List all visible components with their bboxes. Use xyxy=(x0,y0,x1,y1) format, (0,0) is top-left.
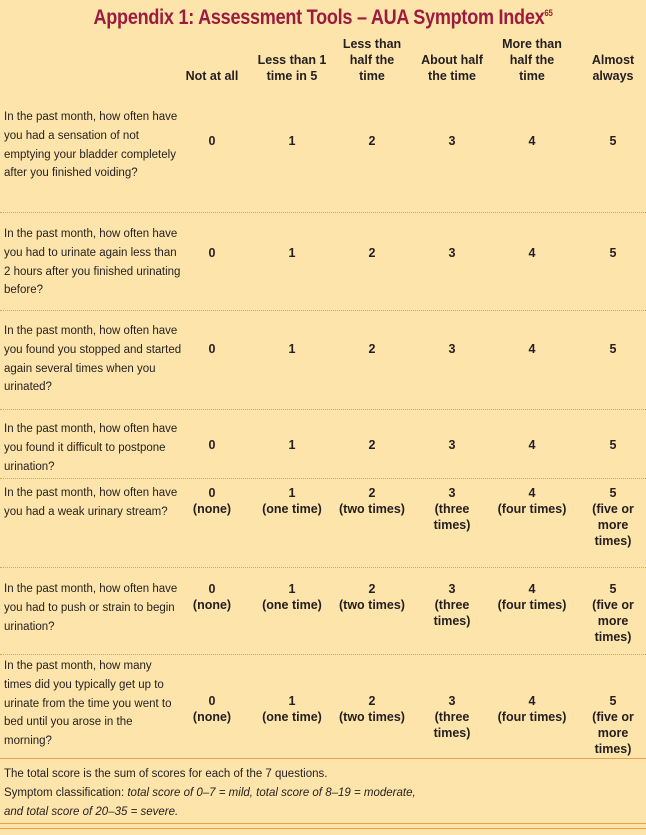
footer-classification-end: and total score of 20–35 = severe. xyxy=(4,805,179,818)
column-header-label: Almost always xyxy=(591,53,635,83)
score-cell: 2 xyxy=(368,342,376,356)
column-header xyxy=(332,36,412,92)
score-cell: 5 xyxy=(609,342,617,356)
score-cell: 4 xyxy=(528,134,536,148)
column-header-label: About half the time xyxy=(421,53,483,83)
score-cell: 5 (five or more times) xyxy=(592,582,634,644)
score-cell: 5 xyxy=(609,134,617,148)
score-cell: 4 (four times) xyxy=(497,582,567,612)
question-text: In the past month, how often have you found it difficult to postpone urination? xyxy=(4,423,178,473)
score-cell: 1 xyxy=(288,342,296,356)
score-cell: 2 (two times) xyxy=(339,582,405,612)
score-cell: 5 xyxy=(609,246,617,260)
score-cell: 3 xyxy=(448,342,456,356)
score-cell: 5 (five or more times) xyxy=(592,486,634,548)
row-divider xyxy=(0,478,646,479)
score-cell: 4 (four times) xyxy=(497,486,567,516)
question-text: In the past month, how often have you had to push or strain to begin urination? xyxy=(4,583,178,633)
footer-line-2 xyxy=(4,784,604,803)
score-cell: 4 (four times) xyxy=(497,694,567,724)
score-cell: 2 (two times) xyxy=(339,694,405,724)
score-cell: 5 (five or more times) xyxy=(592,694,634,756)
footer-prefix: Symptom classification: xyxy=(4,786,128,799)
column-header xyxy=(492,36,572,92)
question-text: In the past month, how often have you had a sensation of not emptying your bladder completely after you finished voiding? xyxy=(4,111,178,180)
score-cell: 3 xyxy=(448,246,456,260)
score-cell: 1 xyxy=(288,134,296,148)
score-cell: 1 (one time) xyxy=(262,694,322,724)
footer-classification: total score of 0–7 = mild, total score of 8–19 = moderate, xyxy=(127,786,416,799)
score-cell: 0 (none) xyxy=(192,486,232,516)
score-cell: 0 xyxy=(208,438,216,452)
column-header-label: More than half the time xyxy=(502,37,562,83)
row-divider xyxy=(0,409,646,410)
column-header-label: Less than half the time xyxy=(342,37,402,83)
score-cell: 2 xyxy=(368,438,376,452)
score-cell: 1 (one time) xyxy=(262,486,322,516)
column-header xyxy=(252,36,332,92)
question-text: In the past month, how often have you had a weak urinary stream? xyxy=(4,487,178,518)
column-header-label: Less than 1 time in 5 xyxy=(257,53,327,83)
row-divider xyxy=(0,758,646,759)
row-divider xyxy=(0,654,646,655)
column-header xyxy=(172,36,252,92)
bottom-rule xyxy=(0,828,646,829)
footer-line-1: The total score is the sum of scores for each of the 7 questions. xyxy=(4,768,328,780)
score-cell: 3 xyxy=(448,134,456,148)
score-cell: 5 xyxy=(609,438,617,452)
score-cell: 4 xyxy=(528,246,536,260)
score-cell: 1 xyxy=(288,246,296,260)
score-cell: 2 xyxy=(368,246,376,260)
score-cell: 3 (three times) xyxy=(433,694,471,740)
score-cell: 1 (one time) xyxy=(262,582,322,612)
score-cell: 1 xyxy=(288,438,296,452)
score-cell: 0 (none) xyxy=(192,694,232,724)
column-header xyxy=(412,36,492,92)
bottom-rule xyxy=(0,823,646,824)
row-divider xyxy=(0,212,646,213)
score-cell: 2 (two times) xyxy=(339,486,405,516)
scoring-note xyxy=(4,765,604,821)
question-text: In the past month, how often have you found you stopped and started again several times when you urinated? xyxy=(4,325,182,394)
column-header-label: Not at all xyxy=(185,69,239,83)
footer-line-3 xyxy=(4,803,604,822)
row-divider xyxy=(0,310,646,311)
score-cell: 4 xyxy=(528,438,536,452)
title-reference: 65 xyxy=(544,8,553,18)
score-cell: 0 (none) xyxy=(192,582,232,612)
score-cell: 0 xyxy=(208,342,216,356)
question-text: In the past month, how often have you had to urinate again less than 2 hours after you finished urinating before? xyxy=(4,228,181,297)
question-text: In the past month, how many times did you typically get up to urinate from the time you went to bed until you arose in the morning? xyxy=(4,660,172,748)
page-title xyxy=(45,6,601,30)
score-cell: 3 xyxy=(448,438,456,452)
score-cell: 3 (three times) xyxy=(433,582,471,628)
score-cell: 4 xyxy=(528,342,536,356)
score-cell: 0 xyxy=(208,134,216,148)
column-header xyxy=(573,36,646,92)
title-text: Appendix 1: Assessment Tools – AUA Symptom Index xyxy=(93,6,545,29)
score-cell: 3 (three times) xyxy=(433,486,471,532)
score-cell: 2 xyxy=(368,134,376,148)
row-divider xyxy=(0,567,646,568)
score-cell: 0 xyxy=(208,246,216,260)
